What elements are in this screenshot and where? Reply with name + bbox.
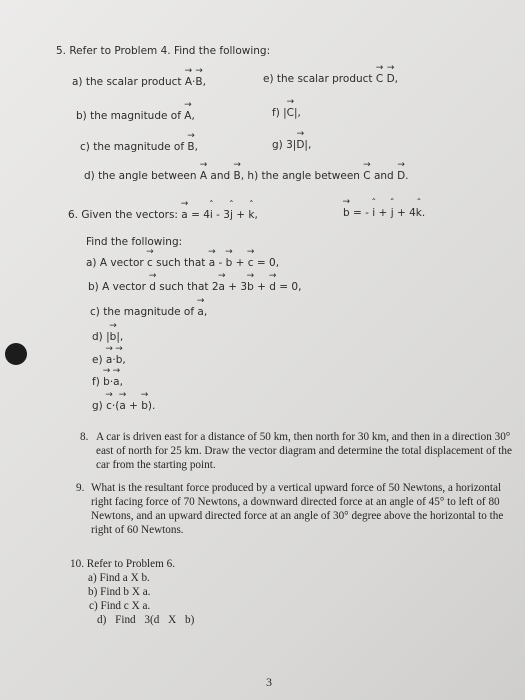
problem-10-b: b) Find b X a. xyxy=(88,586,151,598)
problem-6-g: g) → c·(→ a + → b). xyxy=(92,400,155,413)
problem-5-d-h: d) the angle between → A and → B, h) the angle between → C and → D. xyxy=(84,170,409,183)
problem-8-number: 8. xyxy=(80,431,89,443)
problem-9-text: What is the resultant force produced by a vertical upward force of 50 Newtons, a horizontal right facing force of 70 Newtons, a downward directed force at an angle of 45° to left of 80 Newtons, and an upward directed force at an angle of 30° degree above the horizontal to the right of 60 Newtons. xyxy=(91,482,504,536)
problem-5-c: c) the magnitude of → B, xyxy=(80,141,198,154)
problem-6-a: a) A vector → c such that → a - → b + → c = 0, xyxy=(86,257,279,270)
problem-6-header: 6. Given the vectors: → a = 4ˆ i - 3ˆ j + ˆ k, xyxy=(68,209,258,222)
problem-5-a: a) the scalar product → A·→ B, xyxy=(72,76,206,89)
problem-5-header: 5. Refer to Problem 4. Find the following: xyxy=(56,45,271,57)
problem-5-g: g) 3|→ D|, xyxy=(272,139,311,152)
problem-5-e: e) the scalar product → C → D, xyxy=(263,73,398,86)
problem-6-find: Find the following: xyxy=(86,236,183,248)
problem-10-a: a) Find a X b. xyxy=(88,572,150,584)
problem-6-e: e) → a·→ b, xyxy=(92,354,126,367)
problem-8-text: A car is driven east for a distance of 50 km, then north for 30 km, and then in a direction 30° east of north for 25 km. Draw the vector diagram and determine the total displacement of the car from the starting point. xyxy=(96,431,512,471)
problem-6-d: d) |→ b|, xyxy=(92,331,123,344)
problem-6-vector-b: → b = - ˆ i + ˆ j + 4ˆ k. xyxy=(343,207,425,220)
problem-10-c: c) Find c X a. xyxy=(89,600,151,612)
problem-10-header: 10. Refer to Problem 6. xyxy=(70,558,176,570)
problem-6-c: c) the magnitude of → a, xyxy=(90,306,207,319)
problem-6-f: f) → b·→ a, xyxy=(92,376,123,389)
problem-5-f: f) |→ C|, xyxy=(272,107,301,120)
page-number: 3 xyxy=(266,675,272,689)
problem-9-number: 9. xyxy=(76,482,85,494)
problem-5-b: b) the magnitude of → A, xyxy=(76,110,195,123)
binder-hole xyxy=(5,343,27,365)
problem-10-d: d) Find 3(d X b) xyxy=(97,614,195,626)
problem-6-b: b) A vector → d such that 2→ a + 3→ b + → d = 0, xyxy=(88,281,301,294)
